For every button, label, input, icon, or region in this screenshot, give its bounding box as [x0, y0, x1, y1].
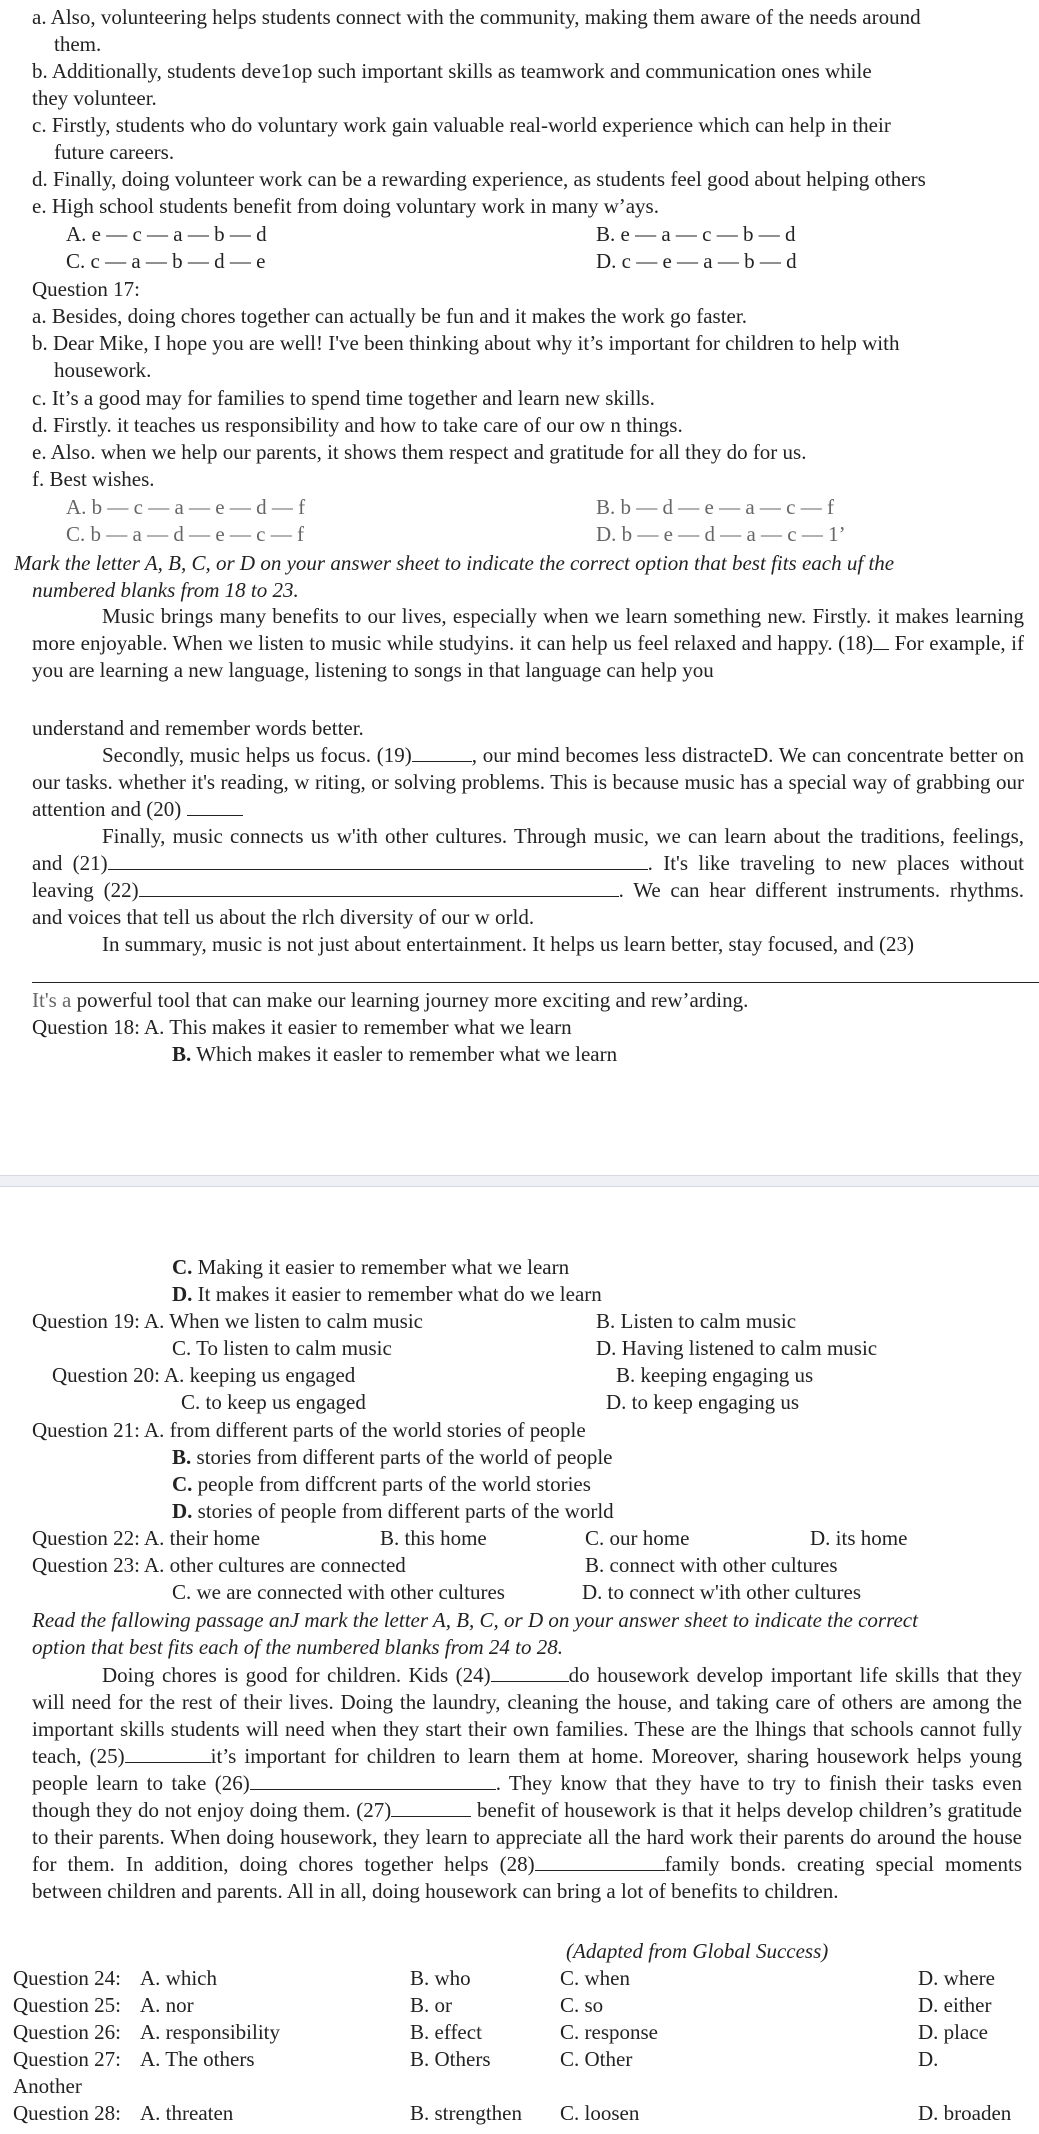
- q16-option-d[interactable]: D. c — e — a — b — d: [596, 249, 797, 273]
- blank-19[interactable]: [412, 743, 472, 762]
- q17-option-d[interactable]: D. b — e — d — a — c — 1’: [596, 522, 846, 546]
- blank-20[interactable]: [187, 797, 243, 816]
- instruction-24-28-cont: option that best fits each of the numbered blanks from 24 to 28.: [32, 1635, 563, 1659]
- blank-25[interactable]: [125, 1744, 211, 1763]
- q20-option-b[interactable]: B. keeping engaging us: [616, 1363, 814, 1387]
- q19-option-b[interactable]: B. Listen to calm music: [596, 1309, 797, 1333]
- blank-23[interactable]: [32, 982, 1039, 983]
- passage2-source: (Adapted from Global Success): [566, 1939, 829, 1963]
- q26-option-c[interactable]: C. response: [560, 2020, 658, 2044]
- q26-option-a[interactable]: A. responsibility: [140, 2020, 280, 2044]
- q19-option-a[interactable]: A. When we listen to calm music: [144, 1309, 423, 1333]
- q25-option-b[interactable]: B. or: [410, 1993, 452, 2017]
- q17-item-e: e. Also. when we help our parents, it shows them respect and gratitude for all they do for us.: [32, 440, 807, 464]
- q19-row-a: [32, 1308, 423, 1334]
- passage1-paragraph-2: Secondly, music helps us focus. (19) , our mind becomes less distracteD. We can concentrate better on our tasks. whether it's reading, w riting, or solving problems. This is because music has a special way of grabbing our attention and (20): [32, 743, 1024, 821]
- passage1-paragraph-1-end: understand and remember words better.: [32, 716, 364, 740]
- q24-option-a[interactable]: A. which: [140, 1966, 217, 1990]
- q17-option-c[interactable]: C. b — a — d — e — c — f: [66, 522, 304, 546]
- q21-row-a: [32, 1417, 586, 1443]
- q21-label: Question 21:: [32, 1418, 140, 1442]
- q25-option-d[interactable]: D. either: [918, 1993, 992, 2017]
- passage1-paragraph-4: In summary, music is not just about entertainment. It helps us learn better, stay focused, and (23): [102, 932, 914, 956]
- q21-option-c[interactable]: C. people from diffcrent parts of the world stories: [172, 1472, 591, 1496]
- q27-label: Question 27:: [13, 2047, 121, 2071]
- q20-option-a[interactable]: A. keeping us engaged: [164, 1363, 356, 1387]
- q17-item-f: f. Best wishes.: [32, 467, 155, 491]
- q19-option-c[interactable]: C. To listen to calm music: [172, 1336, 392, 1360]
- q17-item-a: a. Besides, doing chores together can actually be fun and it makes the work go faster.: [32, 304, 747, 328]
- passage1-closing: It's a powerful tool that can make our learning journey more exciting and rew’arding.: [32, 988, 749, 1012]
- q20-option-d[interactable]: D. to keep engaging us: [606, 1390, 800, 1414]
- q20-row-a: [52, 1362, 355, 1388]
- q17-item-b: b. Dear Mike, I hope you are well! I've been thinking about why it’s important for children to help with: [32, 331, 900, 355]
- passage2: Doing chores is good for children. Kids (24) do housework develop important life skills that they will need for the rest of their lives. Doing the laundry, cleaning the house, and taking care of others are among the important skills students will need when they start their own families. These are the lhings that schools cannot fully teach, (25) it’s important for children to learn them at home. Moreover, sharing housework helps young people learn to take (26) . They know that they have to try to finish their tasks even though they do not enjoy doing them. (27) benefit of housework is that it helps develop children’s gratitude to their parents. When doing housework, they learn to appreciate all the hard work their parents do around the house for them. In addition, doing chores together helps (28) family bonds. creating special moments between children and parents. All in all, doing housework can bring a lot of benefits to children.: [32, 1663, 1022, 1903]
- q16-option-a[interactable]: A. e — c — a — b — d: [66, 222, 267, 246]
- q24-option-b[interactable]: B. who: [410, 1966, 471, 1990]
- q17-option-b[interactable]: B. b — d — e — a — c — f: [596, 495, 834, 519]
- q25-option-a[interactable]: A. nor: [140, 1993, 194, 2017]
- q27-option-c[interactable]: C. Other: [560, 2047, 633, 2071]
- q22-option-d[interactable]: D. its home: [810, 1526, 908, 1550]
- q24-option-d[interactable]: D. where: [918, 1966, 995, 1990]
- q18-row-a: [32, 1014, 572, 1040]
- instruction-18-23: Mark the letter A, B, C, or D on your answer sheet to indicate the correct option that best fits each uf the: [14, 551, 895, 575]
- q28-label: Question 28:: [13, 2101, 121, 2125]
- page-2: [0, 1186, 1039, 2134]
- q16-option-b[interactable]: B. e — a — c — b — d: [596, 222, 796, 246]
- passage1-paragraph-3: Finally, music connects us w'ith other cultures. Through music, we can learn about the traditions, feelings, and (21) . It's like traveling to new places without leaving (22) . We can hear different instruments. rhythms. and voices that tell us about the rlch diversity of our w orld.: [32, 824, 1025, 929]
- blank-18[interactable]: [873, 631, 889, 650]
- q27-option-d-text[interactable]: Another: [13, 2074, 82, 2098]
- q19-label: Question 19:: [32, 1309, 140, 1333]
- q18-label: Question 18:: [32, 1015, 140, 1039]
- q22-option-c[interactable]: C. our home: [585, 1526, 690, 1550]
- q16-item-b-cont: they volunteer.: [32, 86, 157, 110]
- q23-row-a: [32, 1552, 406, 1578]
- q16-item-d: d. Finally, doing volunteer work can be a rewarding experience, as students feel good about helping others: [32, 167, 926, 191]
- q25-option-c[interactable]: C. so: [560, 1993, 604, 2017]
- q21-option-b[interactable]: B. stories from different parts of the world of people: [172, 1445, 613, 1469]
- q20-option-c[interactable]: C. to keep us engaged: [181, 1390, 366, 1414]
- q17-option-a[interactable]: A. b — c — a — e — d — f: [66, 495, 306, 519]
- q26-option-b[interactable]: B. effect: [410, 2020, 482, 2044]
- q24-option-c[interactable]: C. when: [560, 1966, 630, 1990]
- q16-item-a: a. Also, volunteering helps students connect with the community, making them aware of the needs around: [32, 5, 921, 29]
- passage1-paragraph-1: Music brings many benefits to our lives, especially when we learn something new. Firstly. it makes learning more enjoyable. When we listen to music while studyins. it can help us feel relaxed and happy. (18) For example, if you are learning a new language, listening to songs in that language can help you: [32, 604, 1024, 682]
- q22-label: Question 22:: [32, 1526, 140, 1550]
- blank-26[interactable]: [250, 1771, 496, 1790]
- q18-option-c[interactable]: C. Making it easier to remember what we learn: [172, 1255, 570, 1279]
- q19-option-d[interactable]: D. Having listened to calm music: [596, 1336, 878, 1360]
- instruction-18-23-cont: numbered blanks from 18 to 23.: [32, 578, 299, 602]
- q18-option-b[interactable]: B. Which makes it easler to remember what we learn: [172, 1042, 618, 1066]
- q27-option-a[interactable]: A. The others: [140, 2047, 255, 2071]
- q21-option-d[interactable]: D. stories of people from different parts of the world: [172, 1499, 614, 1523]
- q23-option-b[interactable]: B. connect with other cultures: [585, 1553, 838, 1577]
- q27-option-b[interactable]: B. Others: [410, 2047, 491, 2071]
- q23-option-a[interactable]: A. other cultures are connected: [144, 1553, 406, 1577]
- q21-option-a[interactable]: A. from different parts of the world stories of people: [144, 1418, 586, 1442]
- q17-label: Question 17:: [32, 277, 140, 301]
- q16-item-b: b. Additionally, students deve1op such important skills as teamwork and communication ones while: [32, 59, 872, 83]
- q24-label: Question 24:: [13, 1966, 121, 1990]
- q17-item-b-cont: housework.: [54, 358, 152, 382]
- q26-option-d[interactable]: D. place: [918, 2020, 988, 2044]
- q17-item-c: c. It’s a good may for families to spend time together and learn new skills.: [32, 386, 655, 410]
- q20-label: Question 20:: [52, 1363, 160, 1387]
- q23-option-c[interactable]: C. we are connected with other cultures: [172, 1580, 505, 1604]
- blank-28[interactable]: [535, 1852, 665, 1871]
- q22-row-a: [32, 1525, 260, 1551]
- q28-option-c[interactable]: C. loosen: [560, 2101, 640, 2125]
- q26-label: Question 26:: [13, 2020, 121, 2044]
- q28-option-d[interactable]: D. broaden: [918, 2101, 1012, 2125]
- q22-option-a[interactable]: A. their home: [144, 1526, 261, 1550]
- blank-21[interactable]: [108, 851, 648, 870]
- q18-option-d[interactable]: D. It makes it easier to remember what do we learn: [172, 1282, 602, 1306]
- q16-item-a-cont: them.: [54, 32, 102, 56]
- instruction-24-28: Read the fallowing passage anJ mark the letter A, B, C, or D on your answer sheet to indicate the correct: [32, 1608, 918, 1632]
- q28-option-b[interactable]: B. strengthen: [410, 2101, 522, 2125]
- q16-item-e: e. High school students benefit from doing voluntary work in many w’ays.: [32, 194, 659, 218]
- q25-label: Question 25:: [13, 1993, 121, 2017]
- q16-item-c: c. Firstly, students who do voluntary work gain valuable real-world experience which can help in their: [32, 113, 891, 137]
- q16-item-c-cont: future careers.: [54, 140, 175, 164]
- q18-option-a[interactable]: A. This makes it easier to remember what we learn: [144, 1015, 572, 1039]
- blank-24[interactable]: [491, 1663, 569, 1682]
- q22-option-b[interactable]: B. this home: [380, 1526, 487, 1550]
- blank-22[interactable]: [139, 878, 619, 897]
- q23-label: Question 23:: [32, 1553, 140, 1577]
- q17-item-d: d. Firstly. it teaches us responsibility and how to take care of our ow n things.: [32, 413, 683, 437]
- q23-option-d[interactable]: D. to connect w'ith other cultures: [582, 1580, 862, 1604]
- q16-option-c[interactable]: C. c — a — b — d — e: [66, 249, 266, 273]
- q28-option-a[interactable]: A. threaten: [140, 2101, 234, 2125]
- blank-27[interactable]: [391, 1798, 471, 1817]
- q27-option-d[interactable]: D.: [918, 2047, 939, 2071]
